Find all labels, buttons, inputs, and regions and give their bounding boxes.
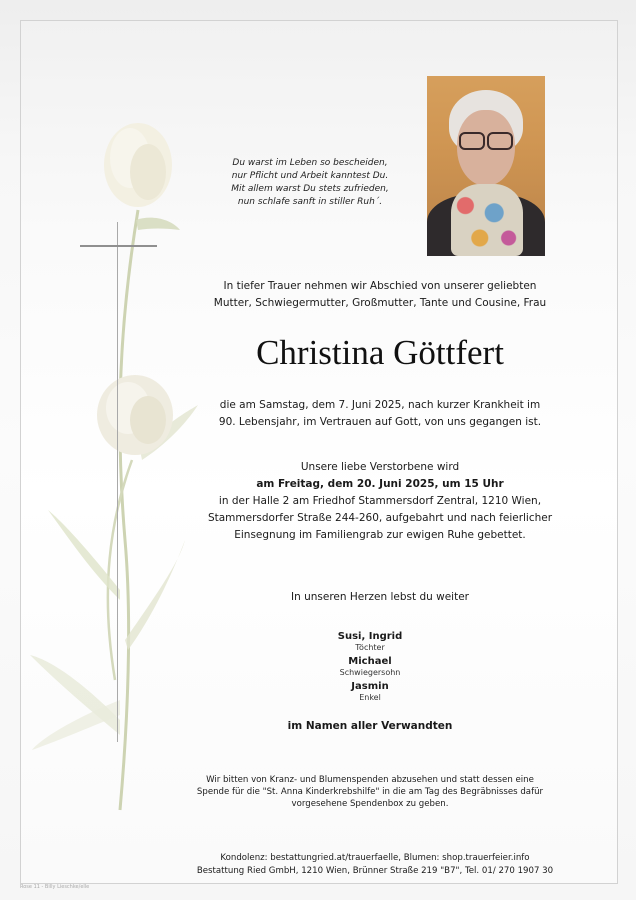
funeral-line: Unsere liebe Verstorbene wird bbox=[300, 461, 460, 473]
footer-line: Kondolenz: bestattungried.at/trauerfaelle, Blumen: shop.trauerfeier.info bbox=[220, 853, 530, 863]
intro-text bbox=[150, 278, 610, 312]
mourners-list bbox=[250, 631, 490, 706]
mourner-relation: Enkel bbox=[359, 693, 381, 702]
mourner bbox=[250, 631, 490, 653]
relatives-line: im Namen aller Verwandten bbox=[287, 720, 453, 732]
poem bbox=[200, 157, 420, 209]
death-notice bbox=[150, 397, 610, 431]
funeral-line: in der Halle 2 am Friedhof Stammersdorf Zentral, 1210 Wien, bbox=[218, 495, 542, 507]
funeral-info bbox=[150, 459, 610, 544]
deceased-name: Christina Göttfert bbox=[256, 333, 504, 372]
cross-icon bbox=[117, 222, 118, 742]
donation-line: vorgesehene Spendenbox zu geben. bbox=[291, 799, 449, 809]
death-line: die am Samstag, dem 7. Juni 2025, nach kurzer Krankheit im bbox=[219, 399, 541, 411]
poem-line: nur Pflicht und Arbeit kanntest Du. bbox=[231, 171, 389, 181]
poem-line: Mit allem warst Du stets zufrieden, bbox=[231, 184, 389, 194]
donation-line: Wir bitten von Kranz- und Blumenspenden abzusehen und statt dessen eine bbox=[206, 775, 534, 785]
portrait-photo bbox=[427, 76, 545, 256]
donation-request bbox=[160, 774, 580, 810]
funeral-line: Einsegnung im Familiengrab zur ewigen Ruhe gebettet. bbox=[234, 529, 526, 541]
intro-line: Mutter, Schwiegermutter, Großmutter, Tante und Cousine, Frau bbox=[213, 297, 547, 309]
image-credit: Rose 11 - Billy Lieschke/elle bbox=[20, 884, 90, 890]
death-line: 90. Lebensjahr, im Vertrauen auf Gott, von uns gegangen ist. bbox=[218, 416, 542, 428]
mourner-relation: Töchter bbox=[355, 643, 385, 652]
mourner-name: Jasmin bbox=[351, 681, 389, 692]
funeral-line: Stammersdorfer Straße 244-260, aufgebahrt und nach feierlicher bbox=[207, 512, 553, 524]
mourner-relation: Schwiegersohn bbox=[339, 668, 401, 677]
footer-contact bbox=[140, 852, 610, 878]
cross-bar bbox=[80, 245, 157, 247]
mourner-name: Susi, Ingrid bbox=[337, 631, 403, 642]
poem-line: Du warst im Leben so bescheiden, bbox=[232, 158, 388, 168]
footer-line: Bestattung Ried GmbH, 1210 Wien, Brünner Straße 219 "B7", Tel. 01/ 270 1907 30 bbox=[196, 866, 554, 876]
poem-line: nun schlafe sanft in stiller Ruh´. bbox=[237, 197, 383, 207]
donation-line: Spende für die "St. Anna Kinderkrebshilfe" in die am Tag des Begräbnisses dafür bbox=[196, 787, 544, 797]
motto: In unseren Herzen lebst du weiter bbox=[291, 591, 469, 603]
mourner-name: Michael bbox=[348, 656, 392, 667]
mourner bbox=[250, 681, 490, 703]
intro-line: In tiefer Trauer nehmen wir Abschied von unserer geliebten bbox=[223, 280, 537, 292]
funeral-date: am Freitag, dem 20. Juni 2025, um 15 Uhr bbox=[256, 478, 504, 490]
mourner bbox=[250, 656, 490, 678]
